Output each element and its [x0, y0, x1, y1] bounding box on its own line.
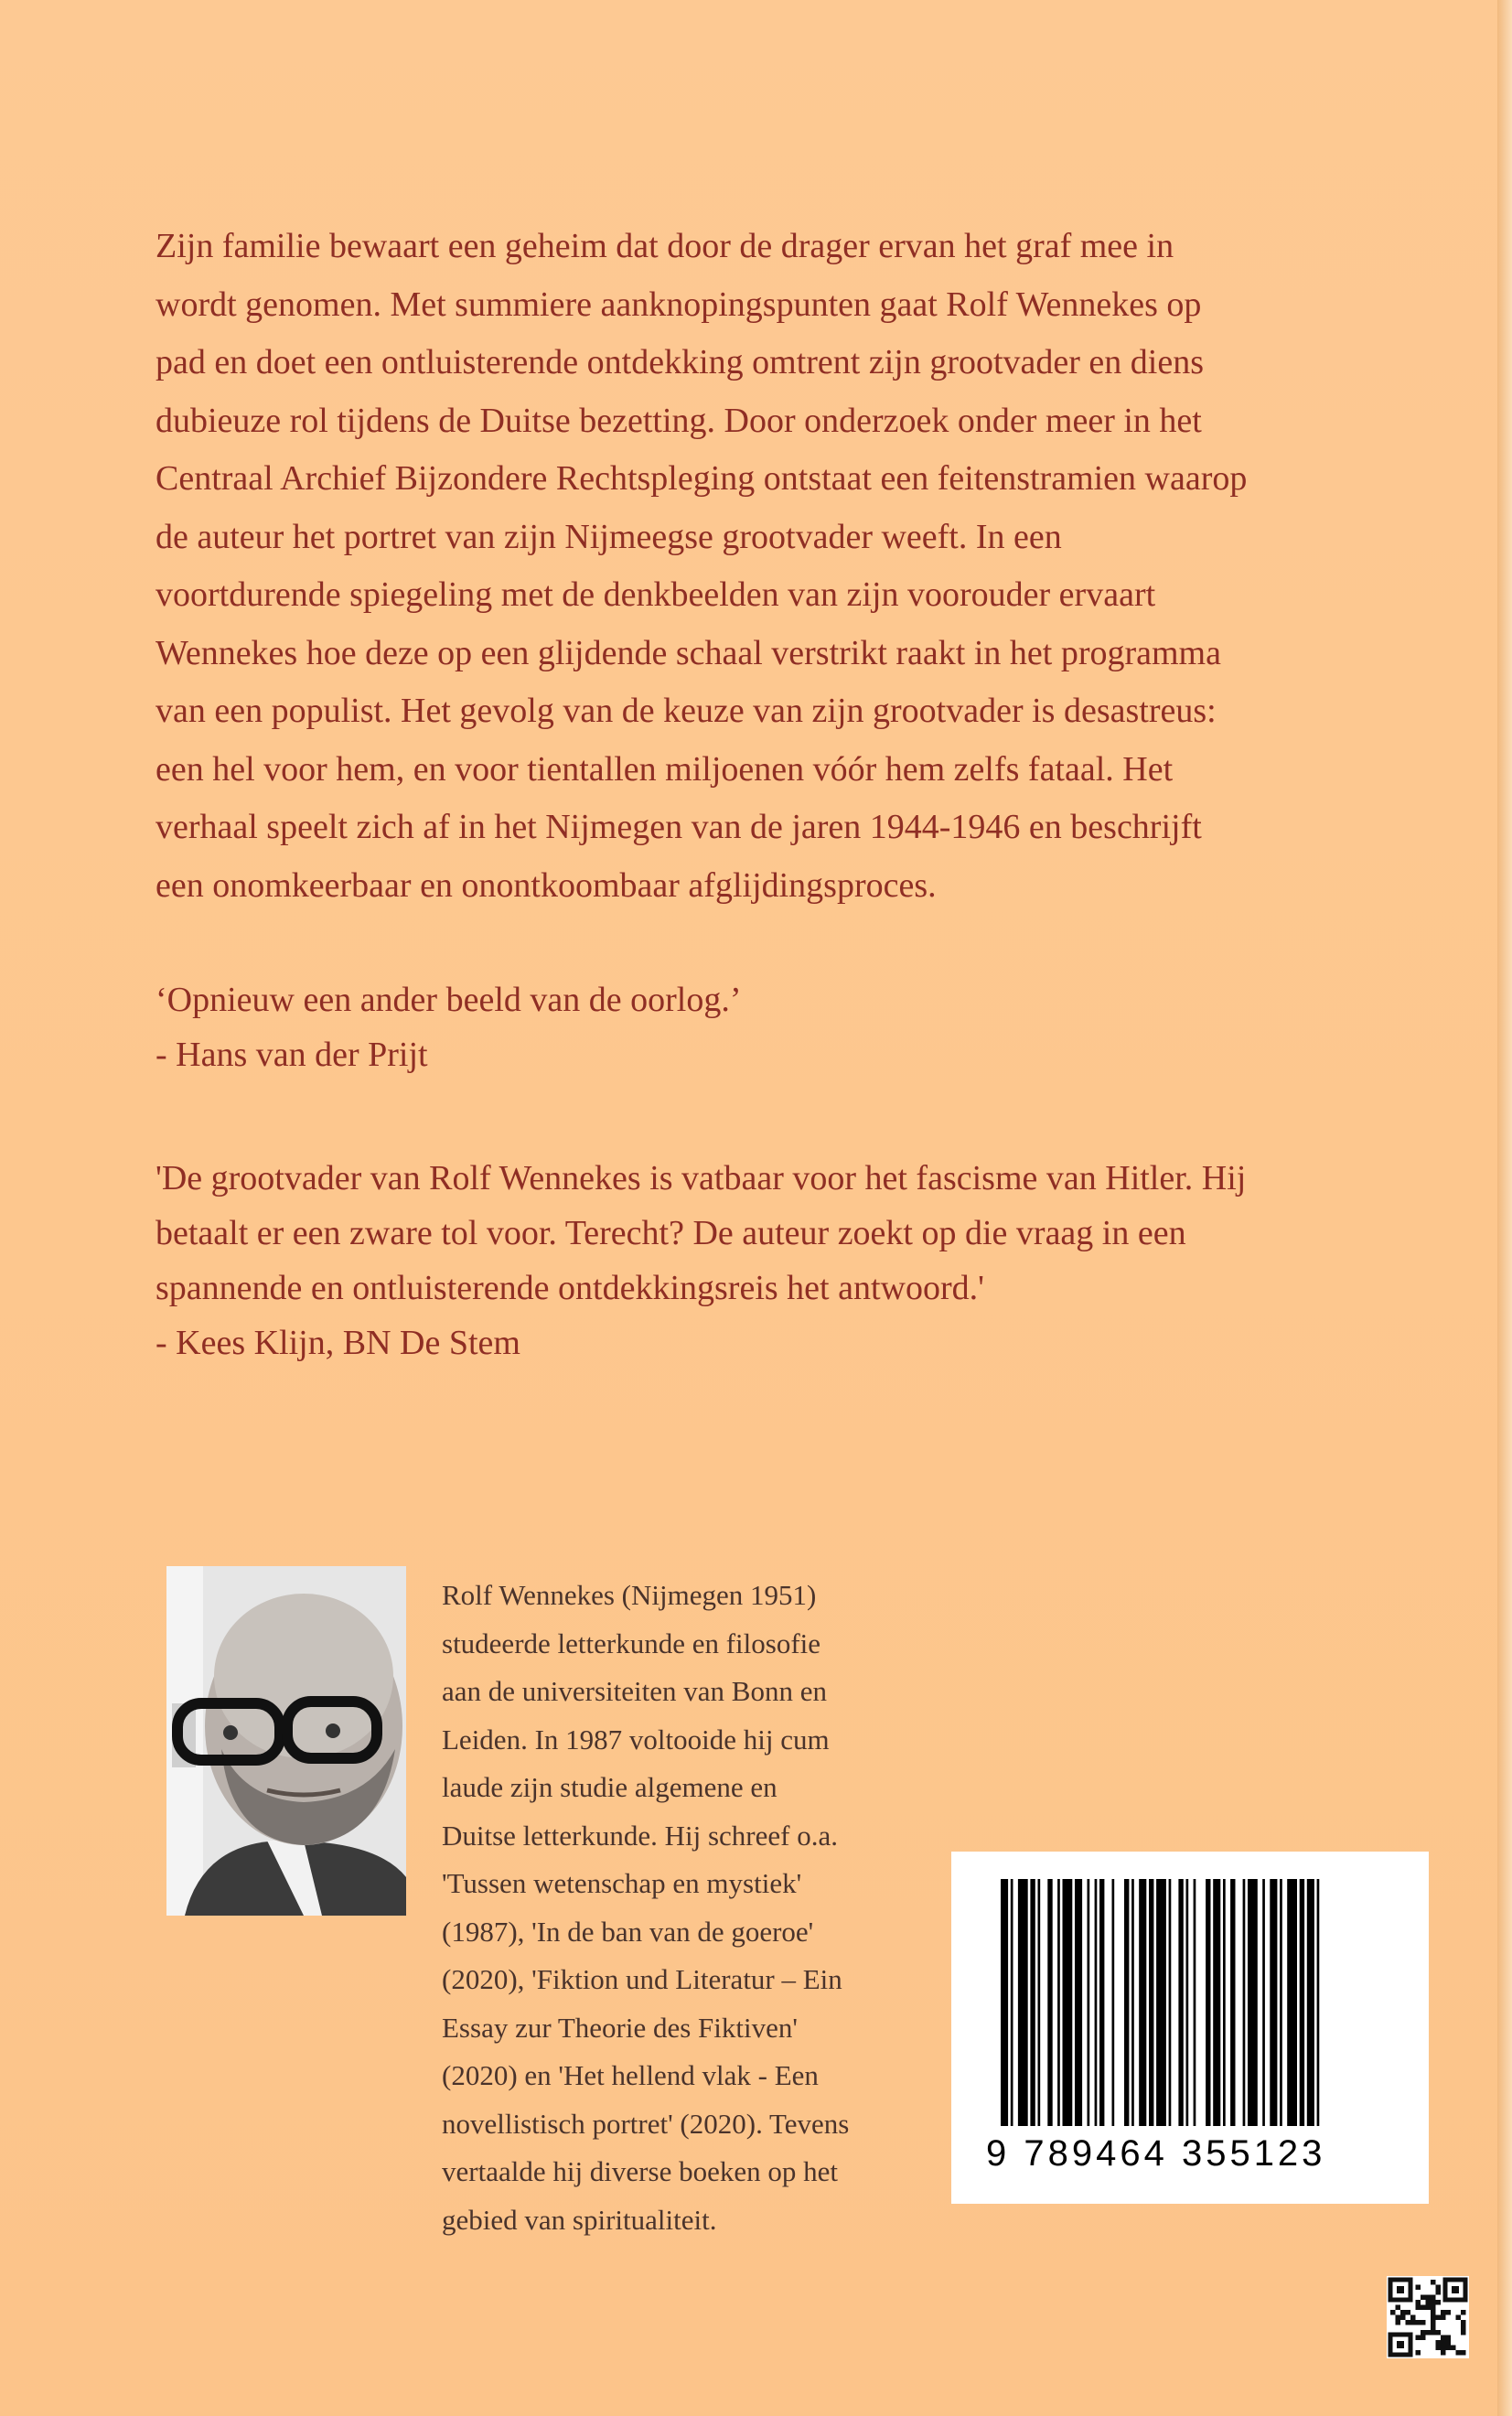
barcode-bars	[1001, 1879, 1385, 2126]
isbn-barcode	[951, 1852, 1429, 2204]
author-bio	[442, 1572, 936, 2244]
blurb-line: voortdurende spiegeling met de denkbeelden van zijn voorouder ervaart	[155, 575, 1156, 614]
bio-line: aan de universiteiten van Bonn en	[442, 1675, 827, 1707]
quote-attribution: - Kees Klijn, BN De Stem	[155, 1324, 520, 1362]
bio-line: novellistisch portret' (2020). Tevens	[442, 2107, 850, 2140]
bio-line: vertaalde hij diverse boeken op het	[442, 2155, 838, 2187]
blurb-line: de auteur het portret van zijn Nijmeegse grootvader weeft. In een	[155, 517, 1062, 556]
bio-line: (2020) en 'Het hellend vlak - Een	[442, 2059, 819, 2091]
review-quote-1	[155, 972, 741, 1082]
blurb-line: pad en doet een ontluisterende ontdekking omtrent zijn grootvader en diens	[155, 343, 1204, 381]
author-photo	[166, 1566, 406, 1916]
blurb-line: van een populist. Het gevolg van de keuze van zijn grootvader is desastreus:	[155, 692, 1217, 730]
bio-line: Leiden. In 1987 voltooide hij cum	[442, 1723, 830, 1756]
quote-text: ‘Opnieuw een ander beeld van de oorlog.’	[155, 981, 742, 1019]
blurb-line: Zijn familie bewaart een geheim dat door de drager ervan het graf mee in	[155, 227, 1174, 265]
blurb-line: Wennekes hoe deze op een glijdende schaal verstrikt raakt in het programma	[155, 633, 1221, 672]
blurb-line: verhaal speelt zich af in het Nijmegen van de jaren 1944-1946 en beschrijft	[155, 808, 1202, 846]
blurb-line: dubieuze rol tijdens de Duitse bezetting. Door onderzoek onder meer in het	[155, 401, 1202, 440]
blurb-line: een hel voor hem, en voor tientallen miljoenen vóór hem zelfs fataal. Het	[155, 749, 1174, 789]
bio-line: laude zijn studie algemene en	[442, 1771, 777, 1803]
blurb-line: wordt genomen. Met summiere aanknopingspunten gaat Rolf Wennekes op	[155, 285, 1202, 324]
blurb-line: een onomkeerbaar en onontkoombaar afglijdingsproces.	[155, 865, 937, 905]
cover-edge	[1497, 0, 1512, 2416]
quote-line: betaalt er een zware tol voor. Terecht? De auteur zoekt op die vraag in een	[155, 1214, 1186, 1252]
blurb-text	[155, 218, 1399, 915]
bio-line: Rolf Wennekes (Nijmegen 1951)	[442, 1579, 817, 1611]
blurb-line: Centraal Archief Bijzondere Rechtspleging ontstaat een feitenstramien waarop	[155, 459, 1248, 498]
bio-line: 'Tussen wetenschap en mystiek'	[442, 1867, 802, 1899]
review-quote-2	[155, 1151, 1399, 1370]
bio-line: Duitse letterkunde. Hij schreef o.a.	[442, 1819, 838, 1852]
bio-line: gebied van spiritualiteit.	[442, 2203, 717, 2236]
qr-code-icon	[1387, 2276, 1469, 2358]
bio-line: studeerde letterkunde en filosofie	[442, 1627, 821, 1659]
quote-attribution: - Hans van der Prijt	[155, 1036, 428, 1074]
quote-line: spannende en ontluisterende ontdekkingsreis het antwoord.'	[155, 1269, 984, 1307]
barcode-digits: 9 789464 355123	[986, 2133, 1326, 2174]
bio-line: (1987), 'In de ban van de goeroe'	[442, 1915, 814, 1948]
bio-line: (2020), 'Fiktion und Literatur – Ein	[442, 1963, 842, 1995]
bio-line: Essay zur Theorie des Fiktiven'	[442, 2011, 798, 2044]
quote-line: 'De grootvader van Rolf Wennekes is vatbaar voor het fascisme van Hitler. Hij	[155, 1159, 1247, 1197]
